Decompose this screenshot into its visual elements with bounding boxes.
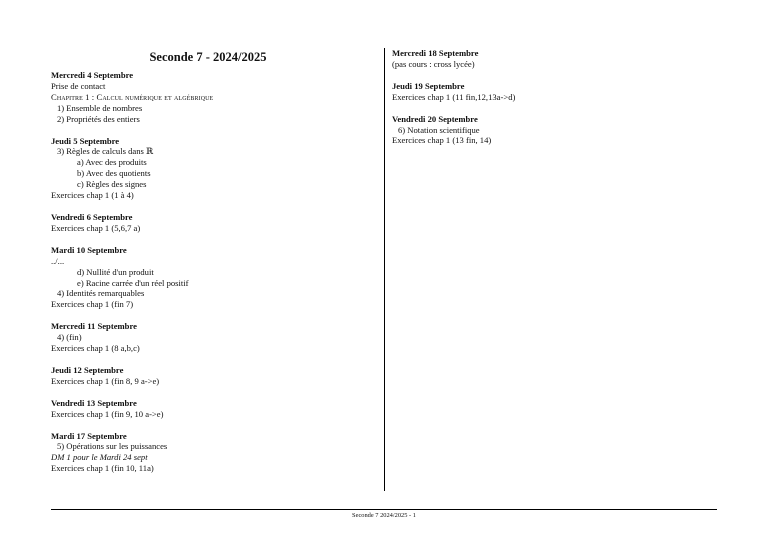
- day-entry: [51, 245, 373, 310]
- chapter-heading: Chapitre 1 : Calcul numérique et algébrique: [51, 91, 214, 102]
- day-entry: [51, 365, 373, 387]
- subsection-item: e) Racine carrée d'un réel positif: [77, 277, 189, 288]
- entry-line: Prise de contact: [51, 80, 106, 91]
- day-title: Vendredi 20 Septembre: [392, 113, 478, 124]
- section-item: 4) (fin): [57, 332, 82, 343]
- day-title: Mercredi 11 Septembre: [51, 321, 137, 332]
- day-title: Jeudi 19 Septembre: [392, 80, 465, 91]
- section-item: 2) Propriétés des entiers: [57, 113, 140, 124]
- section-item: 4) Identités remarquables: [57, 288, 145, 299]
- day-entry: [51, 431, 373, 475]
- day-title: Mardi 10 Septembre: [51, 244, 127, 255]
- day-title: Mercredi 18 Septembre: [392, 48, 479, 58]
- exercise-line: Exercices chap 1 (fin 8, 9 a->e): [51, 375, 160, 386]
- exercise-line: Exercices chap 1 (fin 10, 11a): [51, 463, 154, 474]
- right-column: [392, 48, 722, 157]
- exercise-line: Exercices chap 1 (13 fin, 14): [392, 135, 492, 146]
- day-entry: [51, 398, 373, 420]
- section-item: 6) Notation scientifique: [398, 124, 480, 135]
- day-entry: [392, 48, 722, 70]
- document-title: Seconde 7 - 2024/2025: [149, 50, 267, 64]
- subsection-item: c) Règles des signes: [77, 179, 147, 190]
- left-column: [51, 48, 373, 485]
- day-title: Jeudi 5 Septembre: [51, 135, 120, 146]
- day-entry: [51, 212, 373, 234]
- section-item: 1) Ensemble de nombres: [57, 102, 143, 113]
- day-entry: [51, 70, 373, 125]
- subsection-item: a) Avec des produits: [77, 157, 147, 168]
- column-divider: [384, 48, 385, 491]
- subsection-item: b) Avec des quotients: [77, 168, 151, 179]
- continuation-mark: ../...: [51, 255, 65, 266]
- day-title: Mardi 17 Septembre: [51, 430, 127, 441]
- day-title: Jeudi 12 Septembre: [51, 364, 124, 375]
- exercise-line: Exercices chap 1 (1 à 4): [51, 190, 134, 201]
- day-title: Vendredi 13 Septembre: [51, 397, 137, 408]
- day-entry: [392, 81, 722, 103]
- day-title: Vendredi 6 Septembre: [51, 211, 133, 222]
- exercise-line: Exercices chap 1 (fin 9, 10 a->e): [51, 408, 164, 419]
- page-footer: Seconde 7 2024/2025 - 1: [352, 512, 416, 519]
- entry-line: (pas cours : cross lycée): [392, 58, 475, 69]
- subsection-item: d) Nullité d'un produit: [77, 266, 154, 277]
- homework-note: DM 1 pour le Mardi 24 sept: [51, 452, 148, 463]
- day-entry: [51, 136, 373, 201]
- day-entry: [392, 114, 722, 147]
- footer-rule: [51, 509, 717, 510]
- section-item: 3) Règles de calculs dans ℝ: [57, 146, 154, 157]
- section-item: 5) Opérations sur les puissances: [57, 441, 168, 452]
- exercise-line: Exercices chap 1 (8 a,b,c): [51, 343, 140, 354]
- exercise-line: Exercices chap 1 (fin 7): [51, 299, 134, 310]
- day-title: Mercredi 4 Septembre: [51, 70, 134, 80]
- exercise-line: Exercices chap 1 (5,6,7 a): [51, 222, 141, 233]
- day-entry: [51, 321, 373, 354]
- exercise-line: Exercices chap 1 (11 fin,12,13a->d): [392, 91, 516, 102]
